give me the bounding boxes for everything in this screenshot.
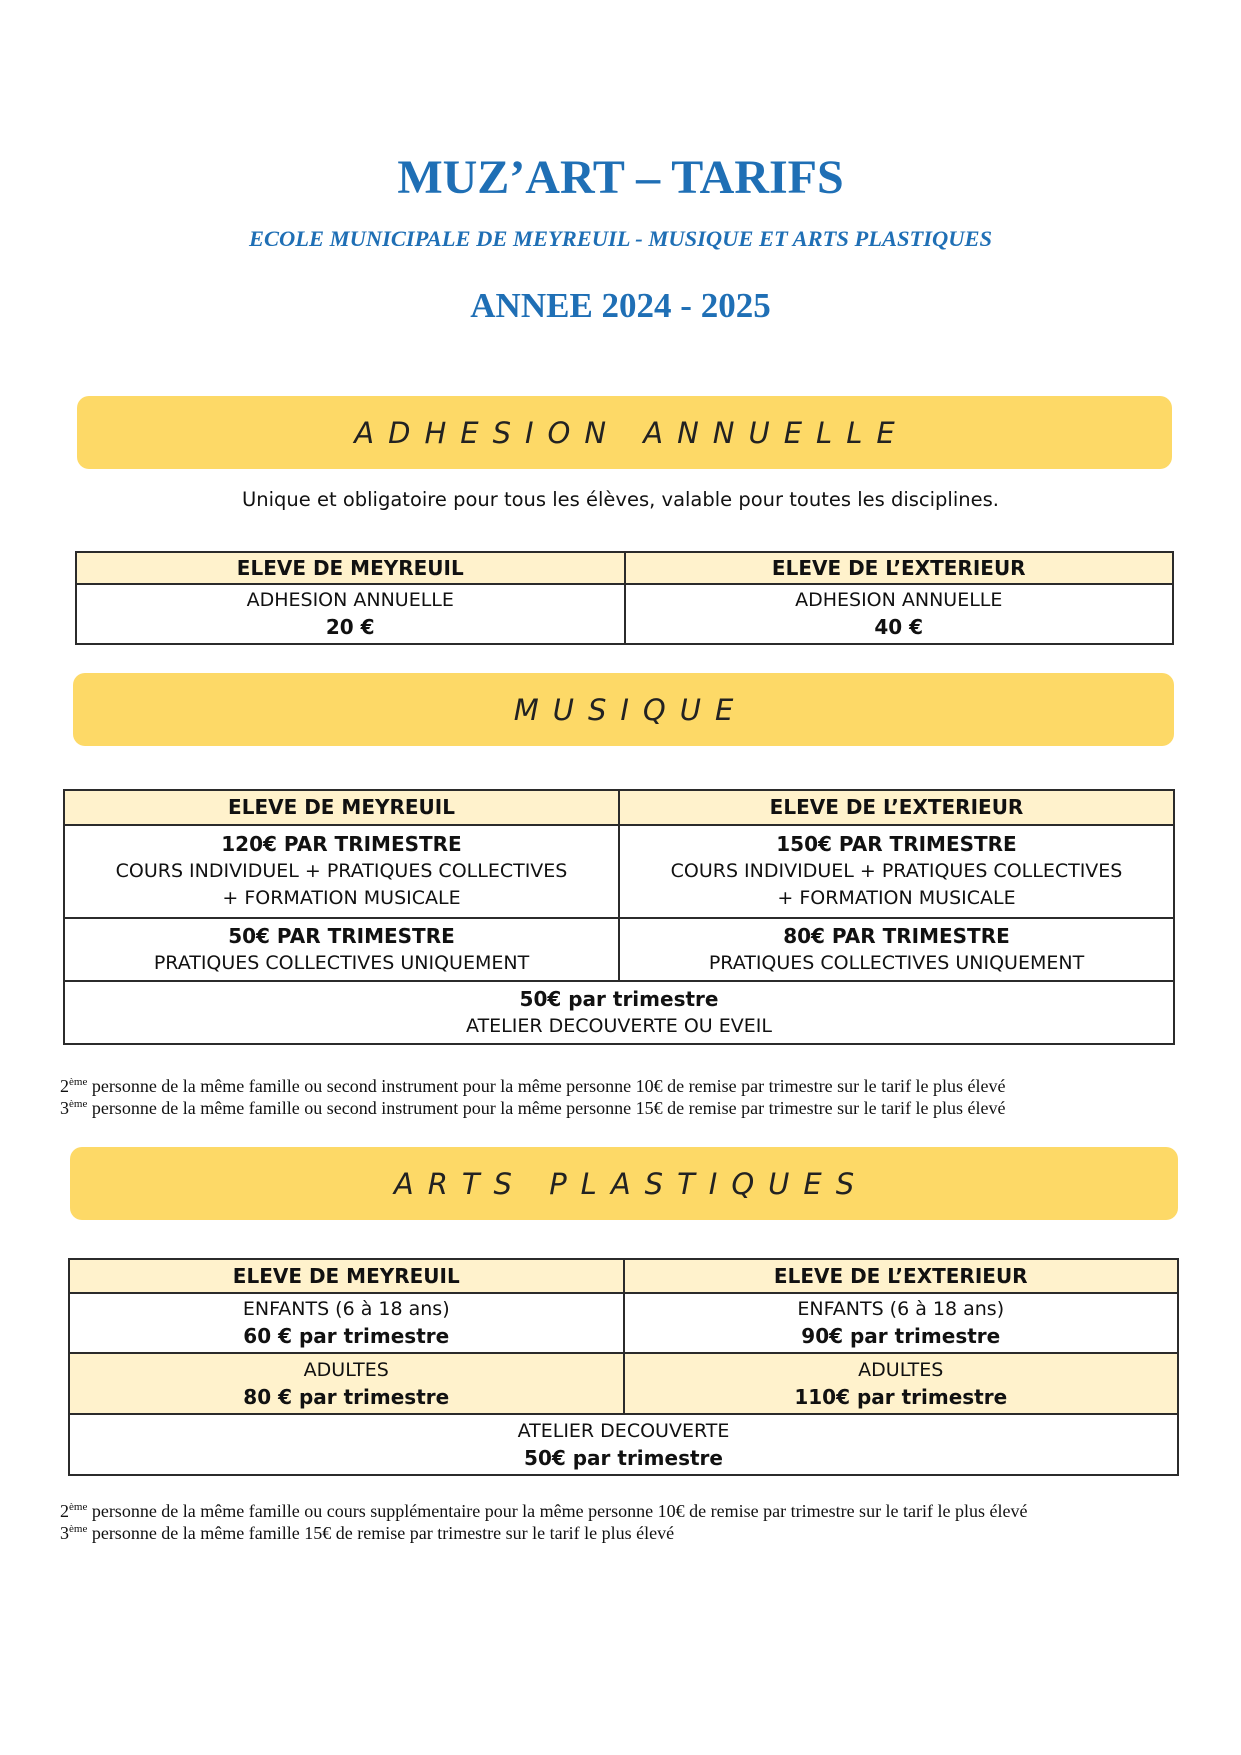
arts-adultes-exterieur [624,1353,1179,1414]
musique-row2-exterieur-price: 80€ PAR TRIMESTRE [783,923,1010,948]
musique-table [63,789,1175,1045]
musique-remarks [60,1075,1190,1119]
musique-row1-exterieur-price: 150€ PAR TRIMESTRE [776,832,1017,856]
musique-row2-meyreuil [64,918,619,981]
musique-remark-1: 2ème personne de la même famille ou second instrument pour la même personne 10€ de remise par trimestre sur le tarif le plus élevé [60,1076,1006,1096]
musique-row3-desc: ATELIER DECOUVERTE OU EVEIL [466,1014,772,1037]
arts-remarks [60,1500,1120,1544]
musique-row2-exterieur [619,918,1174,981]
musique-row1-meyreuil [64,825,619,918]
musique-row1-meyreuil-desc: COURS INDIVIDUEL + PRATIQUES COLLECTIVES + FORMATION MUSICALE [115,860,568,909]
musique-row1-meyreuil-price: 120€ PAR TRIMESTRE [221,832,462,856]
arts-col-exterieur: ELEVE DE L’EXTERIEUR [624,1259,1179,1293]
arts-atelier-label: ATELIER DECOUVERTE [517,1419,730,1442]
arts-adultes-meyreuil-label: ADULTES [303,1358,389,1381]
arts-table [68,1258,1179,1476]
banner-musique-label: MUSIQUE [513,692,748,727]
school-year: ANNEE 2024 - 2025 [470,286,771,325]
arts-atelier [69,1414,1178,1475]
adhesion-col-exterieur: ELEVE DE L’EXTERIEUR [625,552,1174,584]
musique-row3-price: 50€ par trimestre [519,986,719,1011]
arts-remark-1: 2ème personne de la même famille ou cours supplémentaire pour la même personne 10€ de remise par trimestre sur le tarif le plus élevé [60,1501,1028,1521]
musique-row1-exterieur-desc: COURS INDIVIDUEL + PRATIQUES COLLECTIVES + FORMATION MUSICALE [670,860,1123,909]
adhesion-meyreuil-price: 20 € [325,615,375,639]
adhesion-col-meyreuil: ELEVE DE MEYREUIL [76,552,625,584]
banner-adhesion [77,396,1172,469]
arts-adultes-exterieur-label: ADULTES [858,1358,944,1381]
arts-enfants-meyreuil [69,1293,624,1353]
musique-row2-meyreuil-price: 50€ PAR TRIMESTRE [228,923,455,948]
page-title: MUZ’ART – TARIFS [397,151,844,204]
arts-adultes-meyreuil [69,1353,624,1414]
adhesion-cell-meyreuil [76,584,625,644]
banner-arts-label: ARTS PLASTIQUES [393,1166,869,1201]
arts-adultes-exterieur-price: 110€ par trimestre [794,1384,1008,1409]
arts-atelier-price: 50€ par trimestre [524,1445,723,1470]
page-subtitle: ECOLE MUNICIPALE DE MEYREUIL - MUSIQUE ET ARTS PLASTIQUES [248,226,993,251]
banner-musique [73,673,1174,746]
arts-col-meyreuil: ELEVE DE MEYREUIL [69,1259,624,1293]
adhesion-meyreuil-label: ADHESION ANNUELLE [246,589,454,611]
musique-col-exterieur: ELEVE DE L’EXTERIEUR [619,790,1174,825]
banner-adhesion-label: ADHESION ANNUELLE [354,415,909,450]
arts-enfants-exterieur-price: 90€ par trimestre [801,1324,1001,1348]
arts-remark-2: 3ème personne de la même famille 15€ de remise par trimestre sur le tarif le plus élevé [60,1523,675,1543]
arts-adultes-meyreuil-price: 80 € par trimestre [243,1384,450,1409]
arts-enfants-meyreuil-price: 60 € par trimestre [243,1324,450,1348]
arts-enfants-exterieur [624,1293,1179,1353]
musique-remark-2: 3ème personne de la même famille ou second instrument pour la même personne 15€ de remise par trimestre sur le tarif le plus élevé [60,1098,1006,1118]
musique-row2-meyreuil-desc: PRATIQUES COLLECTIVES UNIQUEMENT [153,951,530,974]
adhesion-cell-exterieur [625,584,1174,644]
arts-enfants-exterieur-label: ENFANTS (6 à 18 ans) [797,1298,1005,1320]
banner-arts [70,1147,1178,1220]
adhesion-exterieur-price: 40 € [874,615,924,639]
musique-row3 [64,981,1174,1044]
musique-col-meyreuil: ELEVE DE MEYREUIL [64,790,619,825]
adhesion-table [75,551,1174,645]
arts-enfants-meyreuil-label: ENFANTS (6 à 18 ans) [242,1298,450,1320]
musique-row2-exterieur-desc: PRATIQUES COLLECTIVES UNIQUEMENT [708,951,1085,974]
adhesion-note: Unique et obligatoire pour tous les élèves, valable pour toutes les disciplines. [242,488,999,511]
adhesion-exterieur-label: ADHESION ANNUELLE [795,589,1003,611]
musique-row1-exterieur [619,825,1174,918]
